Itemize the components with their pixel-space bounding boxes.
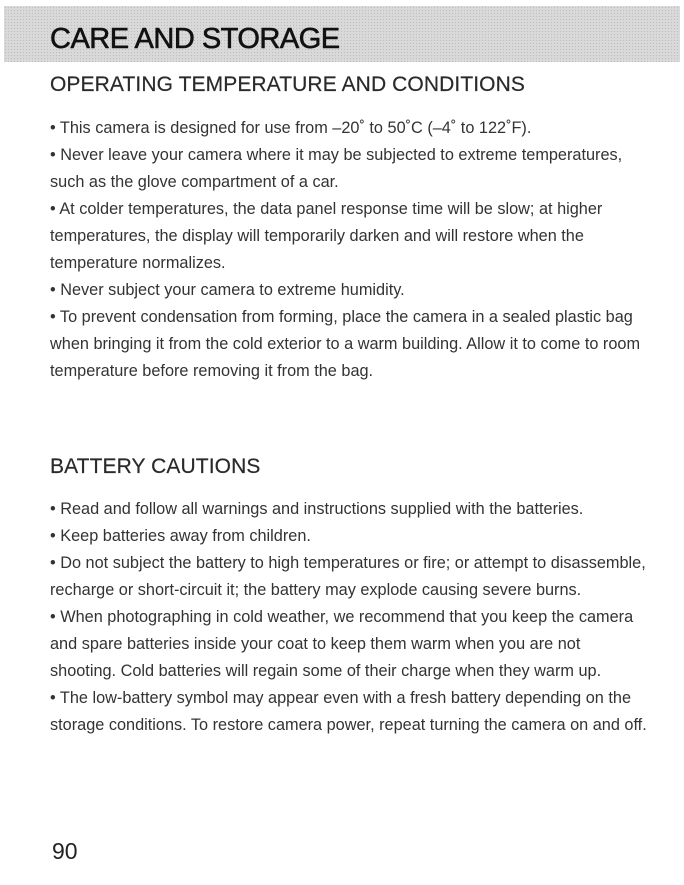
bullet-paragraph: • To prevent condensation from forming, place the camera in a sealed plastic bag when bringing it from the cold exterior to a warm building. Allow it to come to room temperature before removing it from the bag. [50,308,641,380]
bullet-paragraph: • Do not subject the battery to high temperatures or fire; or attempt to disassemble, recharge or short-circuit it; the battery may explode causing severe burns. [50,554,646,599]
bullet-paragraph: • Read and follow all warnings and instructions supplied with the batteries. [50,500,584,518]
bullet-paragraph: • When photographing in cold weather, we recommend that you keep the camera and spare batteries inside your coat to keep them warm when you are not shooting. Cold batteries will regain some of their charge when they warm up. [50,608,634,680]
bullet-paragraph: • Never subject your camera to extreme humidity. [50,281,405,299]
section-title-battery-cautions: BATTERY CAUTIONS [50,455,261,478]
bullet-paragraph: • This camera is designed for use from –20˚ to 50˚C (–4˚ to 122˚F). [50,119,532,137]
section-body-battery-cautions [50,496,650,739]
section-body-operating-temperature [50,115,650,385]
bullet-paragraph: • The low-battery symbol may appear even with a fresh battery depending on the storage conditions. To restore camera power, repeat turning the camera on and off. [50,689,647,734]
bullet-paragraph: • At colder temperatures, the data panel response time will be slow; at higher temperatures, the display will temporarily darken and will restore when the temperature normalizes. [50,200,603,272]
section-title-operating-temperature: OPERATING TEMPERATURE AND CONDITIONS [50,73,525,96]
bullet-paragraph: • Keep batteries away from children. [50,527,311,545]
page-number: 90 [52,838,78,864]
chapter-title: CARE AND STORAGE [50,23,340,55]
bullet-paragraph: • Never leave your camera where it may be subjected to extreme temperatures, such as the glove compartment of a car. [50,146,623,191]
